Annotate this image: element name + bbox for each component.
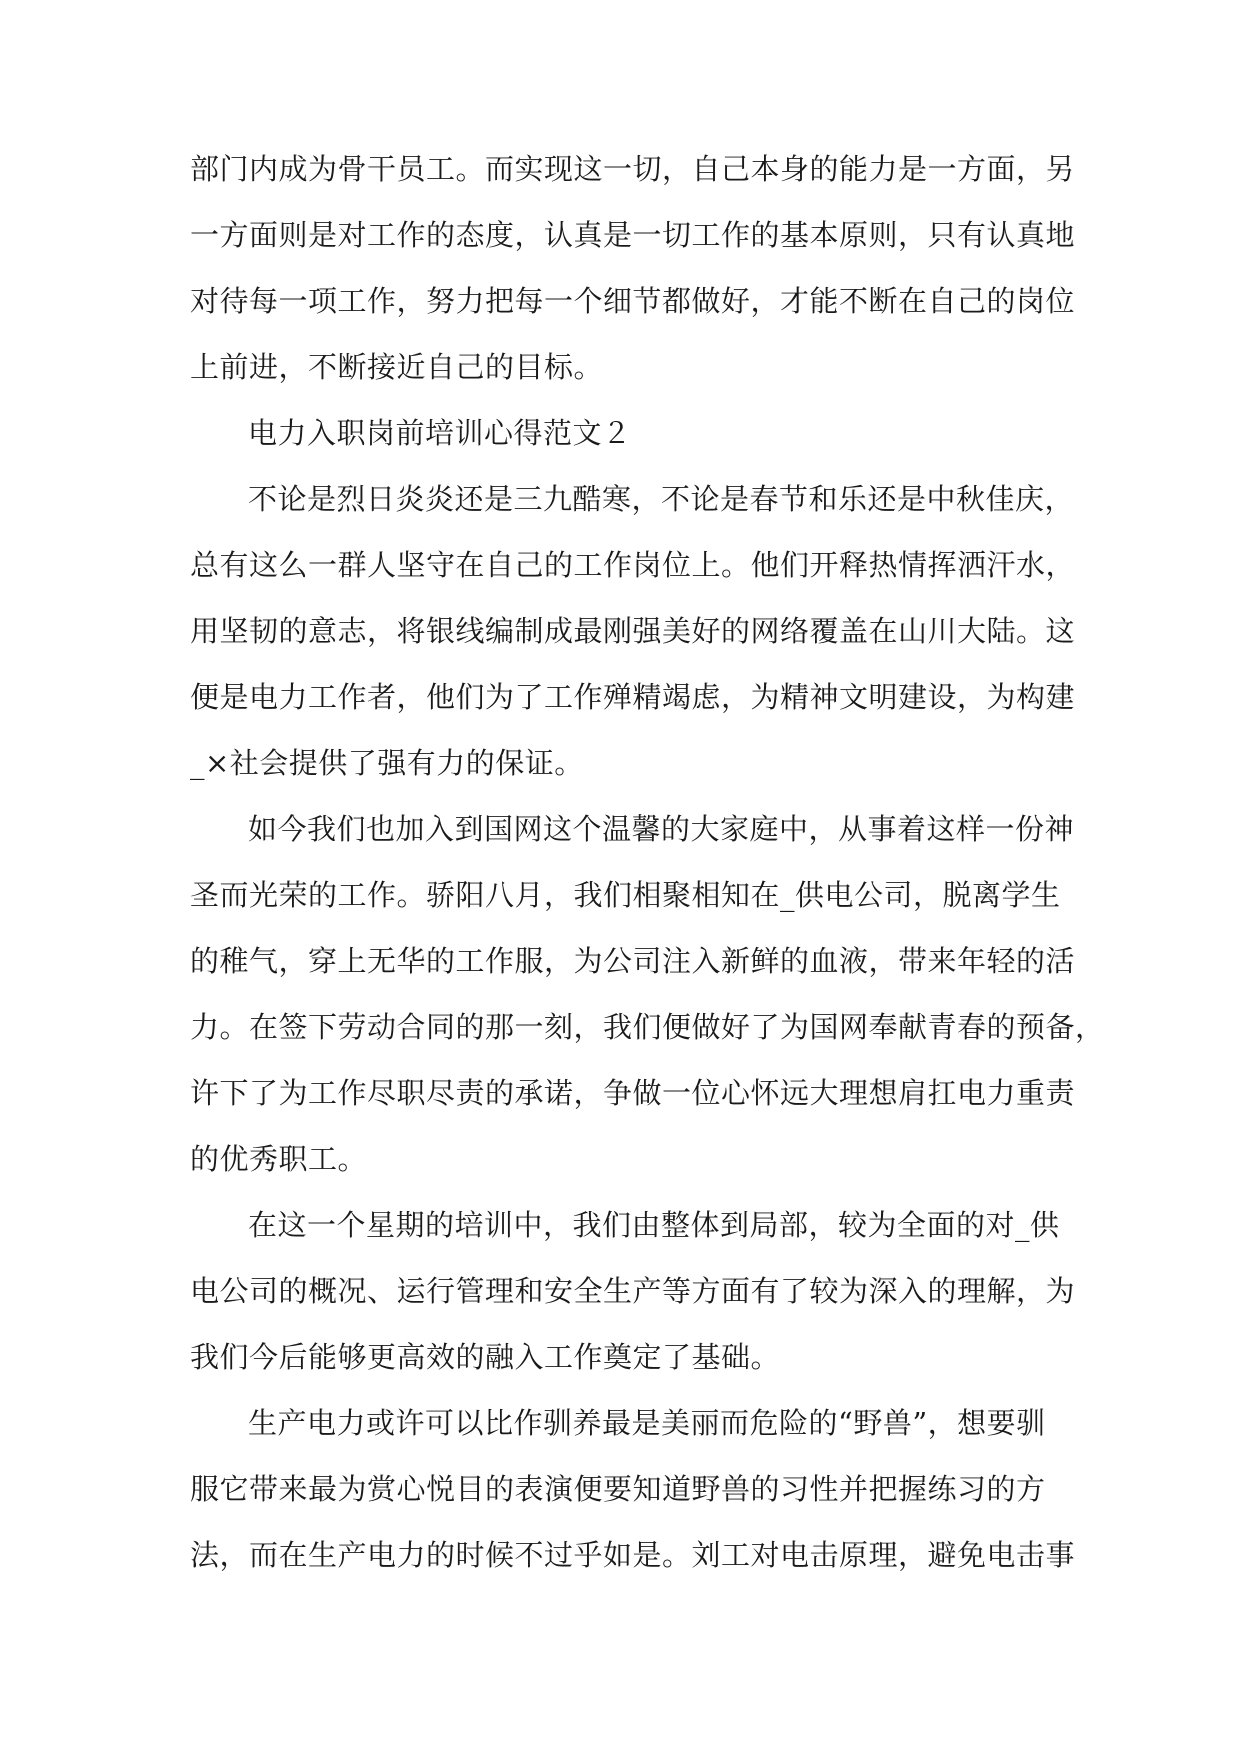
text-line: 许下了为工作尽职尽责的承诺，争做一位心怀远大理想肩扛电力重责	[190, 1076, 1076, 1110]
document-body	[190, 136, 1105, 1588]
section-heading	[190, 400, 1060, 466]
text-line: 用坚韧的意志，将银线编制成最刚强美好的网络覆盖在山川大陆。这	[190, 614, 1076, 648]
paragraph	[190, 1390, 1076, 1588]
text-line: 对待每一项工作，努力把每一个细节都做好，才能不断在自己的岗位	[190, 284, 1076, 318]
text-line: 一方面则是对工作的态度，认真是一切工作的基本原则，只有认真地	[190, 218, 1076, 252]
text-line: 总有这么一群人坚守在自己的工作岗位上。他们开释热情挥洒汗水，	[190, 548, 1076, 582]
text-line: 服它带来最为赏心悦目的表演便要知道野兽的习性并把握练习的方	[190, 1472, 1046, 1506]
text-line: 电公司的概况、运行管理和安全生产等方面有了较为深入的理解，为	[190, 1274, 1076, 1308]
paragraph	[190, 796, 1105, 1192]
text-line: 上前进，不断接近自己的目标。	[190, 350, 604, 384]
text-line: 便是电力工作者，他们为了工作殚精竭虑，为精神文明建设，为构建	[190, 680, 1076, 714]
text-line: _×社会提供了强有力的保证。	[190, 746, 584, 780]
text-line: 力。在签下劳动合同的那一刻，我们便做好了为国网奉献青春的预备，	[190, 1010, 1105, 1044]
paragraph	[190, 1192, 1076, 1390]
text-line: 法，而在生产电力的时候不过乎如是。刘工对电击原理，避免电击事	[190, 1538, 1076, 1572]
paragraph	[190, 136, 1076, 400]
text-line: 我们今后能够更高效的融入工作奠定了基础。	[190, 1340, 781, 1374]
text-line: 部门内成为骨干员工。而实现这一切，自己本身的能力是一方面，另	[190, 152, 1076, 186]
text-line: 电力入职岗前培训心得范文２	[248, 416, 632, 450]
text-line: 的优秀职工。	[190, 1142, 368, 1176]
text-line: 不论是烈日炎炎还是三九酷寒，不论是春节和乐还是中秋佳庆，	[248, 482, 1075, 516]
paragraph	[190, 466, 1076, 796]
text-line: 如今我们也加入到国网这个温馨的大家庭中，从事着这样一份神	[248, 812, 1075, 846]
text-line: 在这一个星期的培训中，我们由整体到局部，较为全面的对_供	[248, 1208, 1060, 1242]
text-line: 圣而光荣的工作。骄阳八月，我们相聚相知在_供电公司，脱离学生	[190, 878, 1061, 912]
text-line: 生产电力或许可以比作驯养最是美丽而危险的“野兽”，想要驯	[248, 1406, 1046, 1440]
text-line: 的稚气，穿上无华的工作服，为公司注入新鲜的血液，带来年轻的活	[190, 944, 1076, 978]
